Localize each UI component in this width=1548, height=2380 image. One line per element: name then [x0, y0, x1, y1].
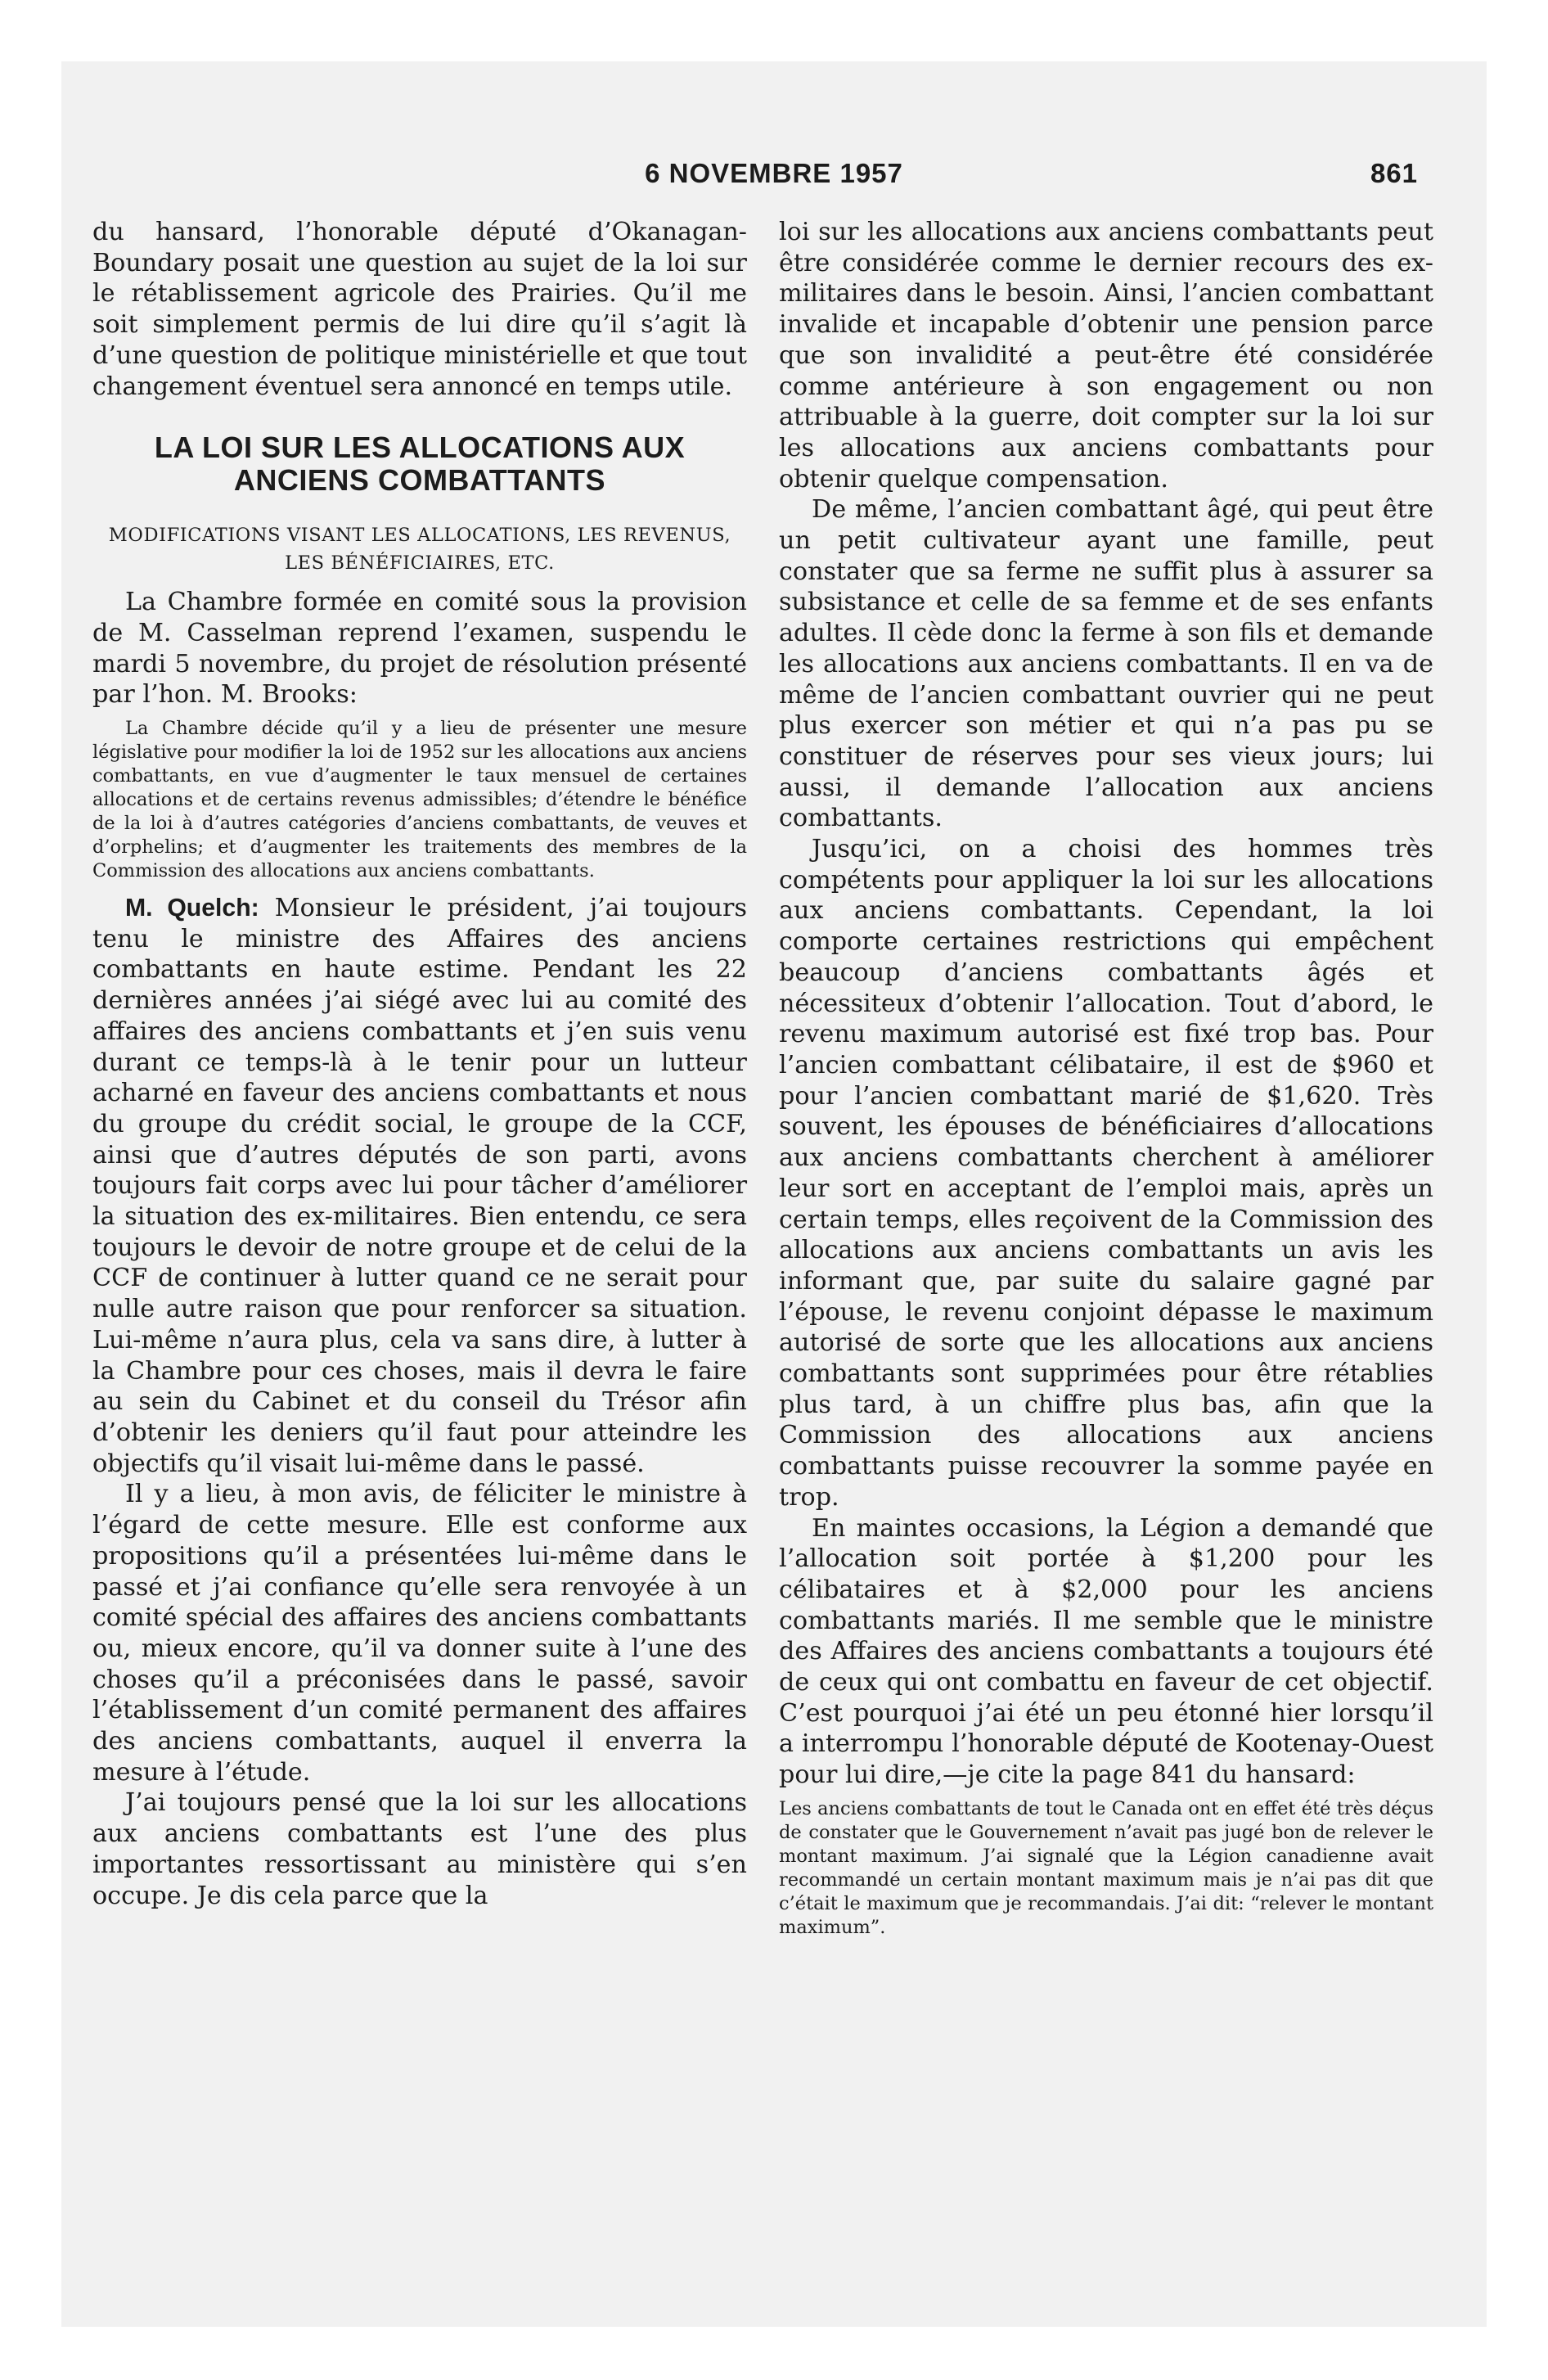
paragraph: En maintes occasions, la Légion a demandé que l’allocation soit portée à $1,200 pour les célibataires et à $2,000 pour les anciens combattants mariés. Il me semble que le ministre des Affaires des anciens combattants a toujours été de ceux qui ont combattu en faveur de cet objectif. C’est pourquoi j’ai été un peu étonné hier lorsqu’il a interrompu l’honorable député de Kootenay-Ouest pour lui dire,—je cite la page 841 du hansard: [779, 1513, 1433, 1790]
page-date: 6 NOVEMBRE 1957 [645, 158, 903, 188]
page-number: 861 [1370, 158, 1418, 188]
paragraph: De même, l’ancien combattant âgé, qui peut être un petit cultivateur ayant une famille, peut constater que sa ferme ne suffit plus à assurer sa subsistance et celle de sa femme et de ses enfants adultes. Il cède donc la ferme à son fils et demande les allocations aux anciens combattants. Il en va de même de l’ancien combattant ouvrier qui ne peut plus exercer son métier et qui n’a pas pu se constituer de réserves pour ses vieux jours; lui aussi, il demande l’allocation aux anciens combattants. [779, 495, 1433, 833]
paragraph: loi sur les allocations aux anciens combattants peut être considérée comme le dernier recours des ex-militaires dans le besoin. Ainsi, l’ancien combattant invalide et incapable d’obtenir une pension parce que son invalidité a peut-être été considérée comme antérieure à son engagement ou non attribuable à la guerre, doit compter sur la loi sur les allocations aux anciens combattants pour obtenir quelque compensation. [779, 218, 1433, 494]
speech-text: Monsieur le président, j’ai toujours tenu le ministre des Affaires des anciens combattants en haute estime. Pendant les 22 dernières années j’ai siégé avec lui au comité des affaires des anciens combattants et j’en suis venu durant ce temps-là à le tenir pour un lutteur acharné en faveur des anciens combattants et nous du groupe du crédit social, le groupe de la CCF, ainsi que d’autres députés de son parti, avons toujours fait corps avec lui pour tâcher d’améliorer la situation des ex-militaires. Bien entendu, ce sera toujours le devoir de notre groupe et de celui de la CCF de continuer à lutter quand ce ne serait pour nulle autre raison que pour renforcer sa situation. Lui-même n’aura plus, cela va sans dire, à lutter à la Chambre pour ces choses, mais il devra le faire au sein du Cabinet et du conseil du Trésor afin d’obtenir les deniers qu’il faut pour atteindre les objectifs qu’il visait lui-même dans le passé. [92, 894, 747, 1478]
paragraph: J’ai toujours pensé que la loi sur les allocations aux anciens combattants est l’une des plus importantes ressortissant au ministère qui s’en occupe. Je dis cela parce que la [92, 1788, 747, 1910]
hansard-quote: Les anciens combattants de tout le Canada ont en effet été très déçus de constater que le Gouvernement n’avait pas jugé bon de relever le montant maximum. J’ai signalé que la Légion canadienne avait recommandé un certain montant maximum mais je n’ai pas dit que c’était le maximum que je recommandais. J’ai dit: “relever le montant maximum”. [779, 1797, 1433, 1938]
paragraph: Il y a lieu, à mon avis, de féliciter le ministre à l’égard de cette mesure. Elle est conforme aux propositions qu’il a présentées lui-même dans le passé et j’ai confiance qu’elle sera renvoyée à un comité spécial des affaires des anciens combattants ou, mieux encore, qu’il va donner suite à l’une des choses qu’il a préconisées dans le passé, savoir l’établissement d’un comité permanent des affaires des anciens combattants, auquel il enverra la mesure à l’étude. [92, 1480, 747, 1787]
left-column [92, 217, 747, 1911]
paragraph: Jusqu’ici, on a choisi des hommes très compétents pour appliquer la loi sur les allocations aux anciens combattants. Cependant, la loi comporte certaines restrictions qui empêchent beaucoup d’anciens combattants âgés et nécessiteux d’obtenir l’allocation. Tout d’abord, le revenu maximum autorisé est fixé trop bas. Pour l’ancien combattant célibataire, il est de $960 et pour l’ancien combattant marié de $1,620. Très souvent, les épouses de bénéficiaires d’allocations aux anciens combattants cherchent à améliorer leur sort en acceptant de l’emploi mais, après un certain temps, elles reçoivent de la Commission des allocations aux anciens combattants un avis les informant que, par suite du salaire gagné par l’épouse, le revenu conjoint dépasse le maximum autorisé de sorte que les allocations aux anciens combattants sont supprimées pour être rétablies plus tard, à un chiffre plus bas, afin que la Commission des allocations aux anciens combattants puisse recouvrer la somme payée en trop. [779, 835, 1433, 1512]
section-heading: LA LOI SUR LES ALLOCATIONS AUX ANCIENS COMBATTANTS [154, 430, 686, 498]
resolution-text: La Chambre décide qu’il y a lieu de présenter une mesure législative pour modifier la loi de 1952 sur les allocations aux anciens combattants, en vue d’augmenter le taux mensuel de certaines allocations et de certains revenus admissibles; d’étendre le bénéfice de la loi à d’autres catégories d’anciens combattants, de veuves et d’orphelins; et d’augmenter les traitements des membres de la Commission des allocations aux anciens combattants. [92, 718, 747, 882]
right-column [779, 217, 1433, 1950]
paragraph: La Chambre formée en comité sous la provision de M. Casselman reprend l’examen, suspendu le mardi 5 novembre, du projet de résolution présenté par l’hon. M. Brooks: [92, 588, 747, 710]
document-page [61, 61, 1487, 2327]
speech-paragraph [92, 893, 747, 1479]
speaker-name: M. Quelch: [125, 895, 259, 922]
section-subheading: MODIFICATIONS VISANT LES ALLOCATIONS, LES REVENUS, LES BÉNÉFICIAIRES, ETC. [108, 525, 731, 575]
page-header [61, 158, 1487, 207]
paragraph: du hansard, l’honorable député d’Okanagan-Boundary posait une question au sujet de la loi sur le rétablissement agricole des Prairies. Qu’il me soit simplement permis de lui dire qu’il s’agit là d’une question de politique ministérielle et que tout changement éventuel sera annoncé en temps utile. [92, 218, 747, 401]
